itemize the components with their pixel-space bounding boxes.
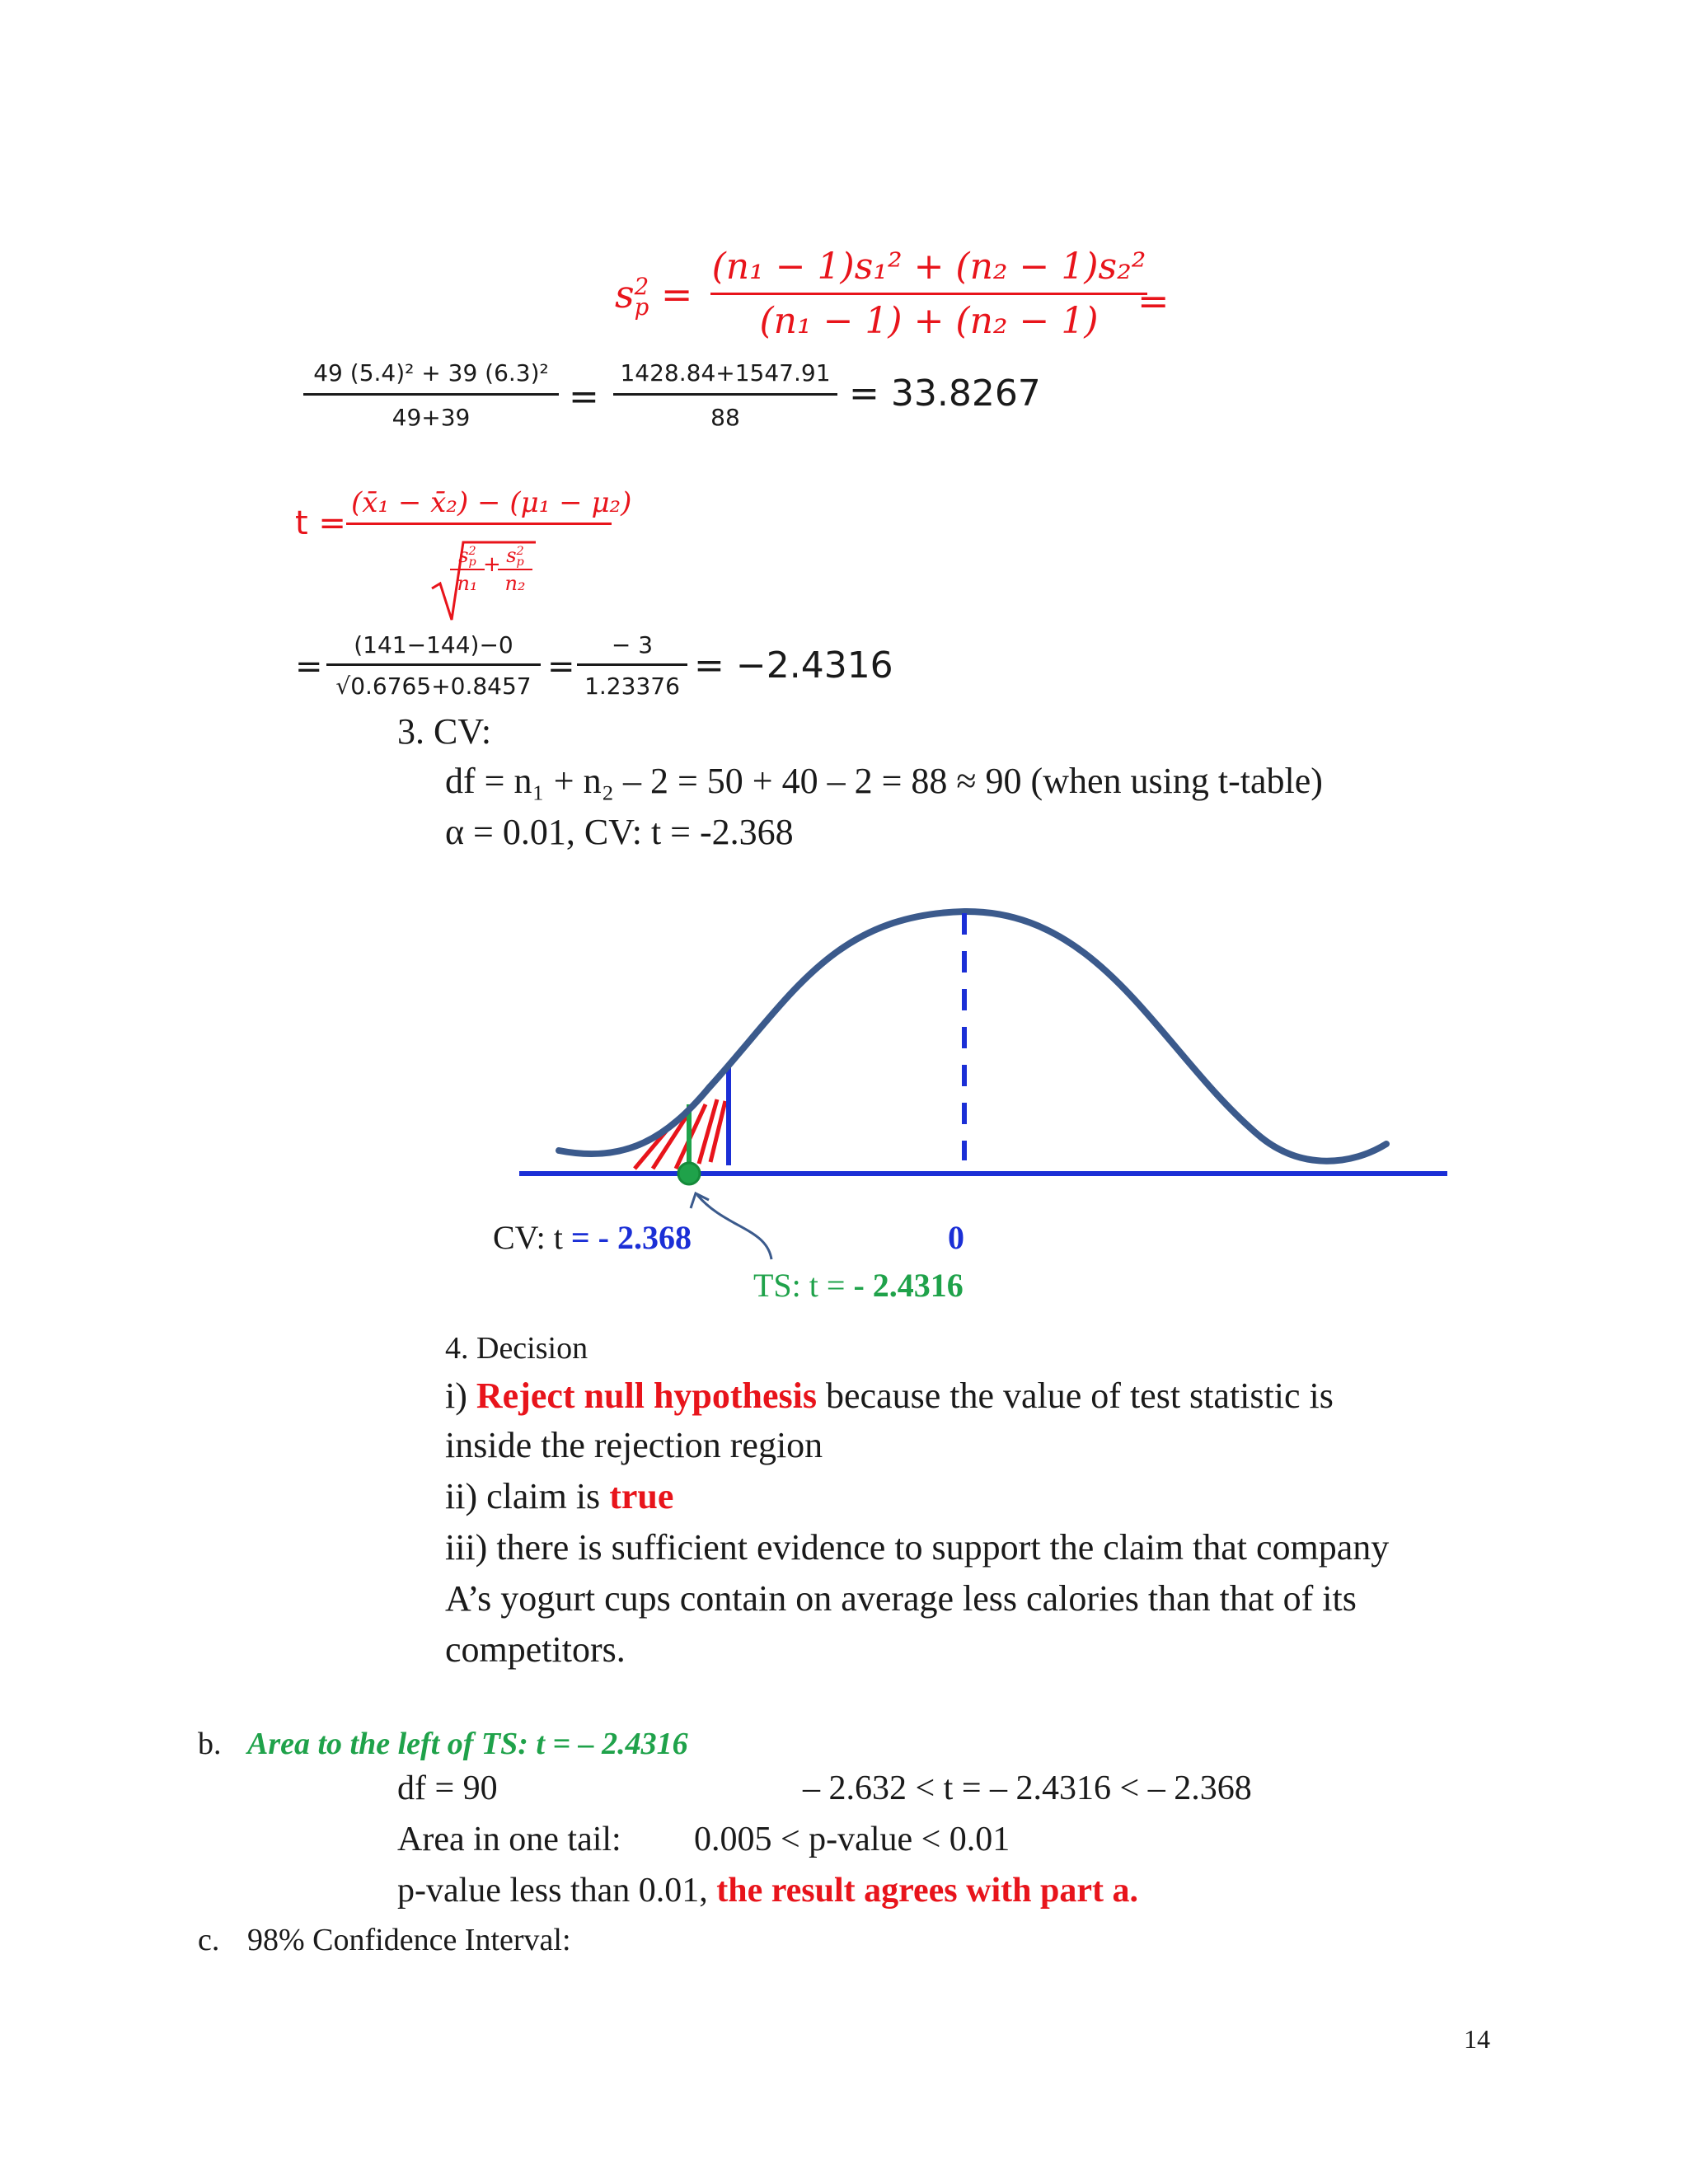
ts-point: [678, 1163, 700, 1184]
decision-iii-line1: [445, 1526, 1389, 1568]
mean-label-text: 0: [948, 1219, 964, 1256]
part-b-pvalue-prefix: p-value less than 0.01,: [397, 1872, 717, 1910]
calc-numerator-2: 1428.84+1547.91: [620, 359, 831, 387]
decision-heading-text: 4. Decision: [445, 1331, 588, 1366]
decision-i-prefix: i): [445, 1376, 476, 1416]
t2-equals-text: =: [295, 648, 323, 686]
part-b-df-text: df = 90: [397, 1769, 498, 1807]
mean-label: [948, 1218, 964, 1257]
t2-equals-2-text: =: [547, 648, 575, 686]
decision-ii-prefix: ii) claim is: [445, 1476, 610, 1516]
part-c-label: [198, 1922, 219, 1958]
part-b-label: [198, 1726, 222, 1762]
part-b-title-text: Area to the left of TS: t = – 2.4316: [247, 1727, 688, 1761]
calc-equals-1-text: =: [569, 376, 599, 418]
page-number: [1464, 2024, 1490, 2055]
t-numerator-text: (x̄₁ − x̄₂) − (μ₁ − μ₂): [351, 486, 632, 519]
ts-label: [753, 1266, 964, 1305]
t2-result-text: = −2.4316: [694, 644, 893, 687]
part-b-area-value: [694, 1820, 1010, 1859]
decision-iii-line2-text: A’s yogurt cups contain on average less calories than that of its: [445, 1578, 1357, 1619]
t-lhs-text: t =: [295, 504, 346, 542]
cv-alpha-line-text: α = 0.01, CV: t = -2.368: [445, 812, 794, 852]
t-den-a-num: s 2 p: [458, 544, 476, 569]
sp2-equals-text: =: [1137, 279, 1170, 323]
t-den-a-den: n₁: [457, 572, 478, 596]
part-b-df: [397, 1769, 498, 1808]
ts-pointer-head: [691, 1193, 709, 1208]
part-b-area-label: [397, 1820, 621, 1859]
sp2-lhs-text: s 2 p =: [615, 272, 693, 321]
part-b-inequality: [803, 1769, 1252, 1808]
page-number-text: 14: [1464, 2024, 1490, 2054]
cv-label-prefix: CV: t: [493, 1219, 571, 1256]
ts-label-prefix: TS: t =: [753, 1267, 854, 1304]
calc-denominator-1: 49+39: [392, 404, 471, 431]
part-c-label-text: c.: [198, 1923, 220, 1957]
ts-pointer-arrow: [697, 1195, 771, 1259]
rejection-region-hatch: [635, 1099, 725, 1169]
part-b-title: [247, 1726, 688, 1762]
calc-result-text: = 33.8267: [849, 373, 1041, 415]
sp2-denominator: (n₁ − 1) + (n₂ − 1): [759, 300, 1099, 342]
part-b-area-label-text: Area in one tail:: [397, 1821, 621, 1858]
cv-df-line-text: df = n₁ + n₂ – 2 = 50 + 40 – 2 = 88 ≈ 90 (when using t-table): [445, 761, 1323, 801]
decision-i-line2-text: inside the rejection region: [445, 1425, 823, 1465]
part-b-inequality-text: – 2.632 < t = – 2.4316 < – 2.368: [803, 1769, 1252, 1807]
decision-iii-line2: [445, 1577, 1357, 1619]
ts-label-value: - 2.4316: [853, 1267, 964, 1304]
calc-denominator-2: 88: [710, 404, 740, 431]
t2-numerator-2: − 3: [611, 631, 654, 658]
t2-denominator-1: √0.6765+0.8457: [335, 673, 532, 700]
decision-i-line1: [445, 1375, 1334, 1417]
decision-iii-line3-text: competitors.: [445, 1629, 626, 1670]
cv-label-value: = - 2.368: [570, 1219, 692, 1256]
cv-label: [493, 1218, 692, 1257]
t-den-b-num: s 2 p: [506, 544, 524, 569]
part-b-pvalue: [397, 1871, 1138, 1910]
decision-i-bold: Reject null hypothesis: [476, 1376, 818, 1416]
decision-i-rest: because the value of test statistic is: [817, 1376, 1334, 1416]
cv-heading-text: 3. CV:: [397, 711, 492, 752]
t-den-plus-text: +: [483, 552, 501, 577]
decision-iii-line3: [445, 1629, 626, 1671]
calc-numerator-1: 49 (5.4)² + 39 (6.3)²: [313, 359, 549, 387]
sp2-numerator: (n₁ − 1)s₁² + (n₂ − 1)s₂²: [711, 246, 1146, 288]
part-b-area-value-text: 0.005 < p-value < 0.01: [694, 1821, 1010, 1858]
part-c-title-text: 98% Confidence Interval:: [247, 1923, 571, 1957]
decision-ii-bold: true: [609, 1476, 674, 1516]
t2-denominator-2: 1.23376: [584, 673, 680, 700]
decision-ii: [445, 1475, 673, 1517]
part-b-pvalue-bold: the result agrees with part a.: [716, 1872, 1138, 1910]
t-den-b-den: n₂: [504, 572, 526, 596]
t2-numerator-1: (141−144)−0: [354, 631, 513, 658]
decision-heading: [445, 1330, 588, 1366]
part-b-label-text: b.: [198, 1727, 222, 1761]
decision-iii-line1-text: iii) there is sufficient evidence to support the claim that company: [445, 1527, 1390, 1568]
part-c-title: [247, 1922, 571, 1958]
decision-i-line2: [445, 1424, 823, 1466]
